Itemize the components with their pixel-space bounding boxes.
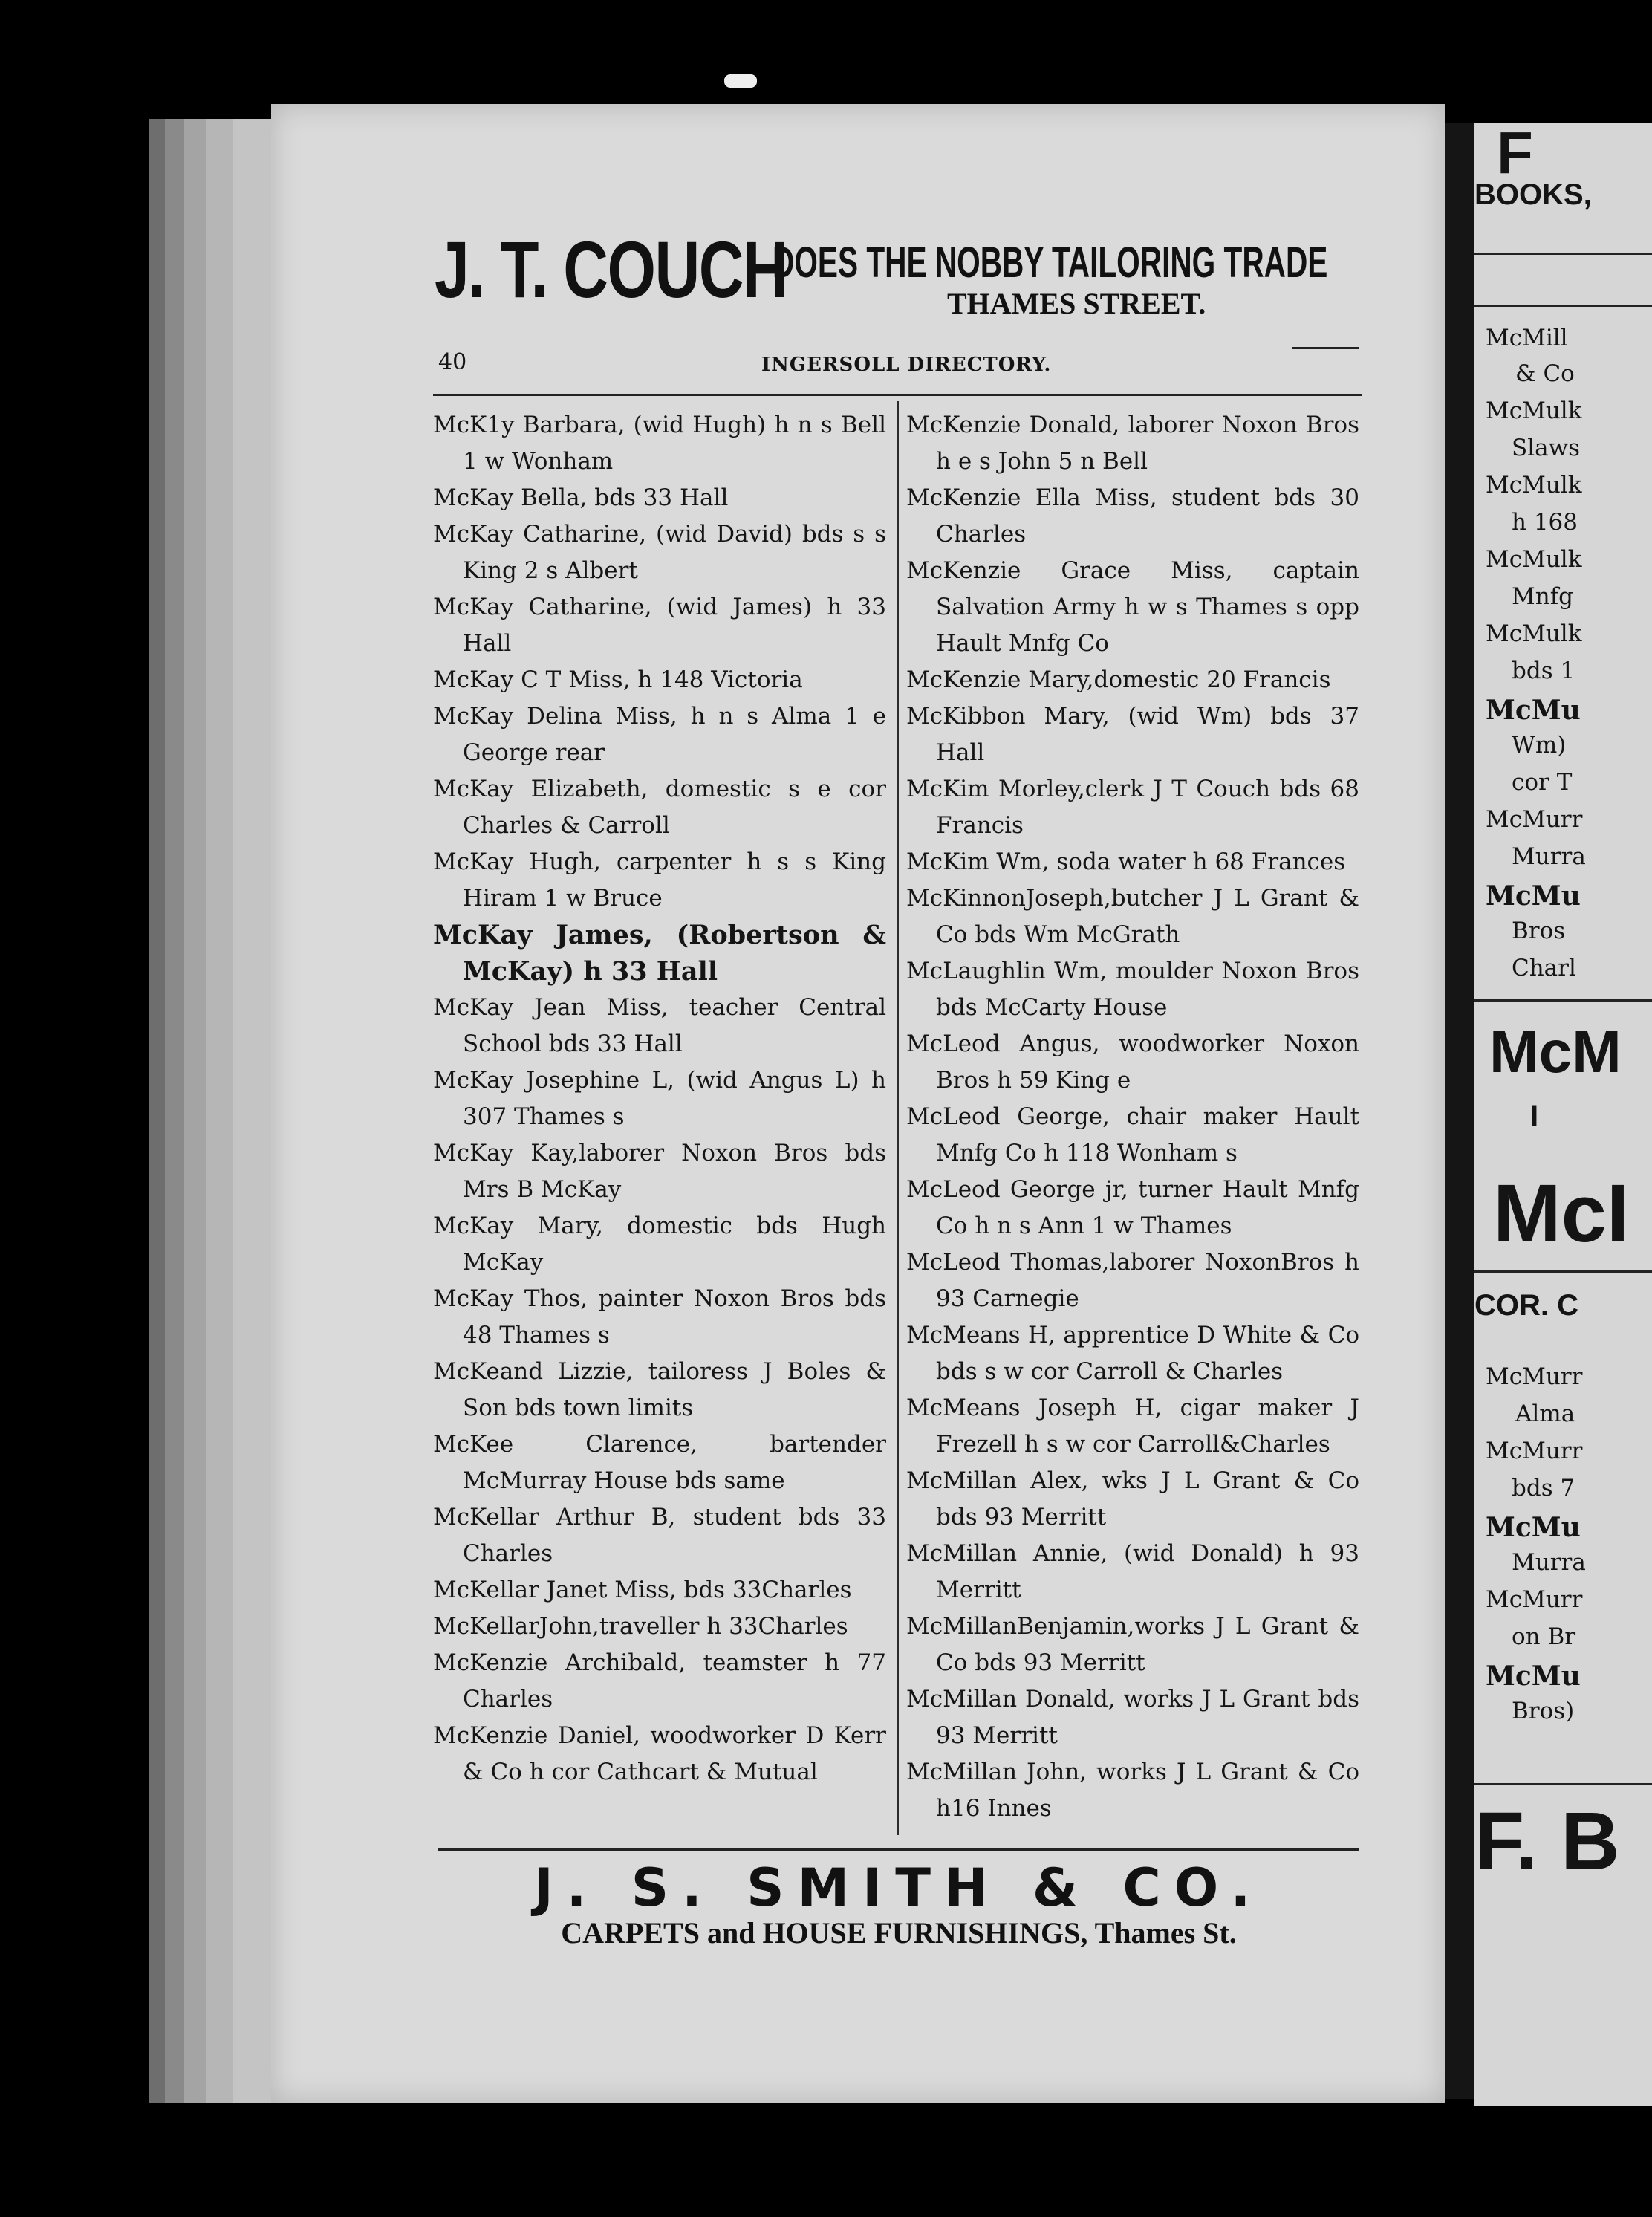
- directory-entry: McKellarJohn,traveller h 33Charles: [433, 1613, 848, 1640]
- directory-entry: McMillan Donald, works J L Grant bds 93 Merritt: [906, 1686, 1359, 1749]
- directory-entry: McKellar Arthur B, student bds 33 Charles: [433, 1504, 886, 1567]
- directory-entry: McLeod Thomas,laborer NoxonBros h 93 Carnegie: [906, 1249, 1359, 1312]
- directory-entry: McKenzie Mary,domestic 20 Francis: [906, 666, 1331, 693]
- scan-speck: [724, 74, 757, 88]
- directory-entry: McKay Josephine L, (wid Angus L) h 307 Thames s: [433, 1067, 886, 1130]
- adjacent-page-text: McM: [1489, 1019, 1622, 1085]
- adjacent-page-fragment: [1474, 123, 1652, 2106]
- adjacent-page-text: bds 7: [1512, 1475, 1575, 1502]
- adjacent-page-rule: [1474, 253, 1652, 255]
- adjacent-page-text: McMulk: [1486, 546, 1582, 573]
- directory-entry: McMeans Joseph H, cigar maker J Frezell h s w cor Carroll&Charles: [906, 1395, 1359, 1458]
- book-gutter: [1445, 123, 1474, 2099]
- adjacent-page-text: Bros): [1512, 1698, 1575, 1724]
- adjacent-page-text: McMulk: [1486, 397, 1582, 424]
- directory-entry: McLeod George jr, turner Hault Mnfg Co h n s Ann 1 w Thames: [906, 1176, 1359, 1239]
- adjacent-page-text: McMu: [1486, 880, 1581, 912]
- adjacent-page-rule: [1474, 305, 1652, 307]
- stacked-page-edges: [149, 119, 275, 2103]
- adjacent-page-text: Mnfg: [1512, 583, 1574, 610]
- directory-entry: McLeod Angus, woodworker Noxon Bros h 59 King e: [906, 1030, 1359, 1094]
- adjacent-page-rule: [1474, 1783, 1652, 1785]
- directory-entry: McMillanBenjamin,works J L Grant & Co bds 93 Merritt: [906, 1613, 1359, 1676]
- directory-entry: McKay Jean Miss, teacher Central School bds 33 Hall: [433, 994, 886, 1057]
- directory-entry: McLaughlin Wm, moulder Noxon Bros bds McCarty House: [906, 958, 1359, 1021]
- adjacent-page-text: McI: [1493, 1168, 1630, 1259]
- adjacent-page-text: Slaws: [1512, 435, 1581, 461]
- adjacent-page-rule: [1474, 1270, 1652, 1273]
- adjacent-page-text: McMurr: [1486, 1586, 1583, 1613]
- directory-entry: McKenzie Ella Miss, student bds 30 Charles: [906, 484, 1359, 548]
- directory-entry: McKay Catharine, (wid James) h 33 Hall: [433, 594, 886, 657]
- directory-entry: McKay Catharine, (wid David) bds s s King 2 s Albert: [433, 521, 886, 584]
- left-column: [433, 407, 886, 1791]
- directory-entry: McKay Elizabeth, domestic s e cor Charles & Carroll: [433, 776, 886, 839]
- adjacent-page-text: Murra: [1512, 1549, 1586, 1576]
- adjacent-page-text: I: [1530, 1100, 1539, 1132]
- adjacent-page-text: McMurr: [1486, 806, 1583, 833]
- directory-entry: McKay James, (Robertson & McKay) h 33 Hall: [433, 920, 886, 987]
- directory-entry: McKay Mary, domestic bds Hugh McKay: [433, 1213, 886, 1276]
- footer-advertiser-name: J. S. SMITH & CO.: [533, 1857, 1264, 1918]
- directory-entry: McKenzie Grace Miss, captain Salvation Army h w s Thames s opp Hault Mnfg Co: [906, 557, 1359, 657]
- adjacent-page-text: Charl: [1512, 955, 1576, 981]
- adjacent-page-text: F. B: [1474, 1796, 1620, 1887]
- directory-entry: McKeand Lizzie, tailoress J Boles & Son bds town limits: [433, 1358, 886, 1421]
- adjacent-page-text: McMurr: [1486, 1363, 1583, 1390]
- adjacent-page-text: Wm): [1512, 732, 1567, 759]
- directory-entry: McMillan John, works J L Grant & Co h16 Innes: [906, 1759, 1359, 1822]
- advertiser-tagline: DOES THE NOBBY TAILORING TRADE: [773, 238, 1328, 287]
- directory-entry: McKim Wm, soda water h 68 Frances: [906, 848, 1346, 875]
- directory-entry: McKenzie Daniel, woodworker D Kerr & Co h cor Cathcart & Mutual: [433, 1722, 886, 1785]
- directory-entry: McKay Thos, painter Noxon Bros bds 48 Thames s: [433, 1285, 886, 1348]
- running-head-rule: [433, 394, 1362, 396]
- adjacent-page-text: McMurr: [1486, 1438, 1583, 1464]
- directory-entry: McKay Hugh, carpenter h s s King Hiram 1 w Bruce: [433, 848, 886, 912]
- footer-advertiser-tagline: CARPETS and HOUSE FURNISHINGS, Thames St.: [561, 1916, 1237, 1950]
- directory-entry: McMillan Alex, wks J L Grant & Co bds 93 Merritt: [906, 1467, 1359, 1531]
- adjacent-page-text: Murra: [1512, 843, 1586, 870]
- directory-entry: McKibbon Mary, (wid Wm) bds 37 Hall: [906, 703, 1359, 766]
- adjacent-page-text: BOOKS,: [1474, 178, 1592, 211]
- directory-entry: McKellar Janet Miss, bds 33Charles: [433, 1577, 852, 1603]
- directory-entry: McKinnonJoseph,butcher J L Grant & Co bds Wm McGrath: [906, 885, 1359, 948]
- header-advertisement: [435, 223, 1370, 327]
- running-head: [438, 349, 1367, 386]
- adjacent-page-text: McMulk: [1486, 620, 1582, 647]
- directory-entry: McKay Delina Miss, h n s Alma 1 e George rear: [433, 703, 886, 766]
- adjacent-page-text: McMu: [1486, 695, 1581, 726]
- directory-entry: McMillan Annie, (wid Donald) h 93 Merritt: [906, 1540, 1359, 1603]
- adjacent-page-text: Bros: [1512, 918, 1566, 944]
- directory-entry: McKay Bella, bds 33 Hall: [433, 484, 729, 511]
- adjacent-page-text: McMulk: [1486, 472, 1582, 499]
- adjacent-page-text: McMu: [1486, 1512, 1581, 1543]
- adjacent-page-rule: [1474, 999, 1652, 1002]
- directory-title: INGERSOLL DIRECTORY.: [761, 354, 1052, 376]
- directory-entry: McLeod George, chair maker Hault Mnfg Co h 118 Wonham s: [906, 1103, 1359, 1166]
- page-number: 40: [438, 349, 467, 375]
- directory-entry: McKay C T Miss, h 148 Victoria: [433, 666, 803, 693]
- adjacent-page-text: McMill: [1486, 325, 1568, 351]
- adjacent-page-text: COR. C: [1474, 1289, 1578, 1322]
- adjacent-page-text: Alma: [1515, 1400, 1575, 1427]
- footer-rule: [438, 1848, 1359, 1851]
- directory-entry: McKenzie Donald, laborer Noxon Bros h e s John 5 n Bell: [906, 412, 1359, 475]
- directory-entry: McKay Kay,laborer Noxon Bros bds Mrs B McKay: [433, 1140, 886, 1203]
- column-divider: [897, 401, 899, 1835]
- adjacent-page-text: F: [1497, 123, 1533, 186]
- directory-entry: McKim Morley,clerk J T Couch bds 68 Francis: [906, 776, 1359, 839]
- adjacent-page-text: bds 1: [1512, 658, 1575, 684]
- directory-entry: McKee Clarence, bartender McMurray House bds same: [433, 1431, 886, 1494]
- directory-entry: McK1y Barbara, (wid Hugh) h n s Bell 1 w Wonham: [433, 412, 886, 475]
- advertiser-street: THAMES STREET.: [947, 287, 1206, 320]
- directory-entry: McMeans H, apprentice D White & Co bds s w cor Carroll & Charles: [906, 1322, 1359, 1385]
- adjacent-page-text: & Co: [1515, 360, 1575, 387]
- adjacent-page-text: h 168: [1512, 509, 1578, 536]
- right-column: [906, 407, 1359, 1827]
- adjacent-page-text: McMu: [1486, 1661, 1581, 1692]
- adjacent-page-text: cor T: [1512, 769, 1573, 796]
- advertiser-name: J. T. COUCH: [435, 224, 787, 314]
- adjacent-page-text: on Br: [1512, 1623, 1576, 1650]
- directory-entry: McKenzie Archibald, teamster h 77 Charles: [433, 1649, 886, 1713]
